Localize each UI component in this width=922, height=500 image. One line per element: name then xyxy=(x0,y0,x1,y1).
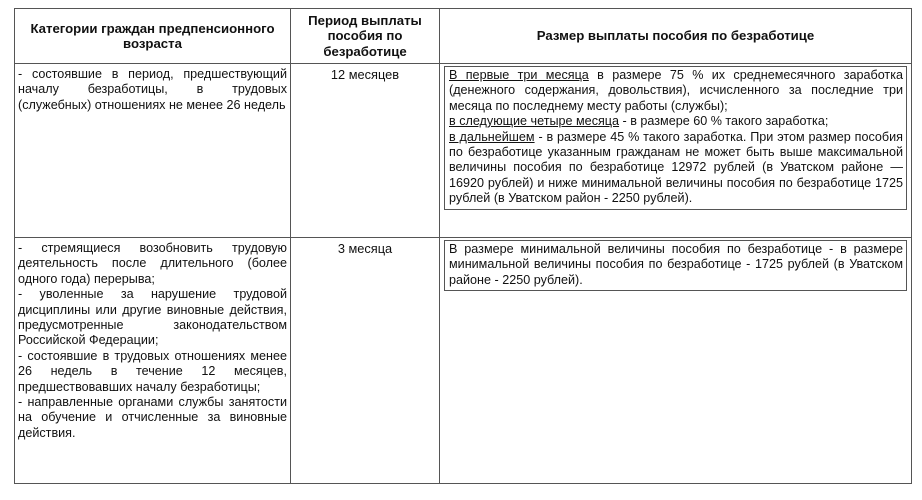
payment-cell xyxy=(440,238,912,484)
category-item: - направленные органами службы занятости на обучение и отчисленные за виновные действия. xyxy=(18,395,287,440)
header-amount: Размер выплаты пособия по безработице xyxy=(440,9,912,64)
payment-phase-2-label: в следующие четыре месяца xyxy=(449,114,620,129)
table-row xyxy=(15,64,912,238)
category-item: - стремящиеся возобновить трудовую деятельность после длительного (более одного года) перерыва; xyxy=(18,241,287,286)
payment-text-box: В размере минимальной величины пособия по безработице - в размере минимальной величины пособия по безработице - 1725 рублей (в Уватском районе - 2250 рублей). xyxy=(444,240,907,291)
category-item: - уволенные за нарушение трудовой дисциплины или другие виновные действия, предусмотренные законодательством Российской Федерации; xyxy=(18,287,287,348)
benefits-table xyxy=(14,8,912,484)
payment-cell xyxy=(440,64,912,238)
header-categories: Категории граждан предпенсионного возраста xyxy=(15,9,291,64)
period-cell: 12 месяцев xyxy=(291,64,440,238)
payment-phase-3-text: - в размере 45 % такого заработка. При этом размер пособия по безработице указанным гражданам не может быть выше максимальной величины пособия по безработице 12972 рублей (в Уватском районе — 16920 рублей) и ниже минимальной величины пособия по безработице 1725 рублей (в Уватском район - 2250 рублей). xyxy=(449,129,903,206)
header-period: Период выплаты пособия по безработице xyxy=(291,9,440,64)
category-item: - состоявшие в период, предшествующий началу безработицы, в трудовых (служебных) отношениях не менее 26 недель xyxy=(18,67,287,112)
header-row xyxy=(15,9,912,64)
payment-text-box xyxy=(444,66,907,210)
payment-phase-2-text: - в размере 60 % такого заработка; xyxy=(619,114,829,129)
table-row xyxy=(15,238,912,484)
payment-phase-3-label: в дальнейшем xyxy=(449,129,535,144)
category-cell xyxy=(15,64,291,238)
payment-phase-1-label: В первые три месяца xyxy=(449,68,589,82)
period-cell: 3 месяца xyxy=(291,238,440,484)
category-cell xyxy=(15,238,291,484)
category-item: - состоявшие в трудовых отношениях менее 26 недель в течение 12 месяцев, предшествовавших началу безработицы; xyxy=(18,348,287,394)
payment-phase-1-text: в размере 75 % их среднемесячного заработка (денежного содержания, довольствия), исчисленного за последние три месяца по последнему месту работы (службы); xyxy=(449,68,903,113)
